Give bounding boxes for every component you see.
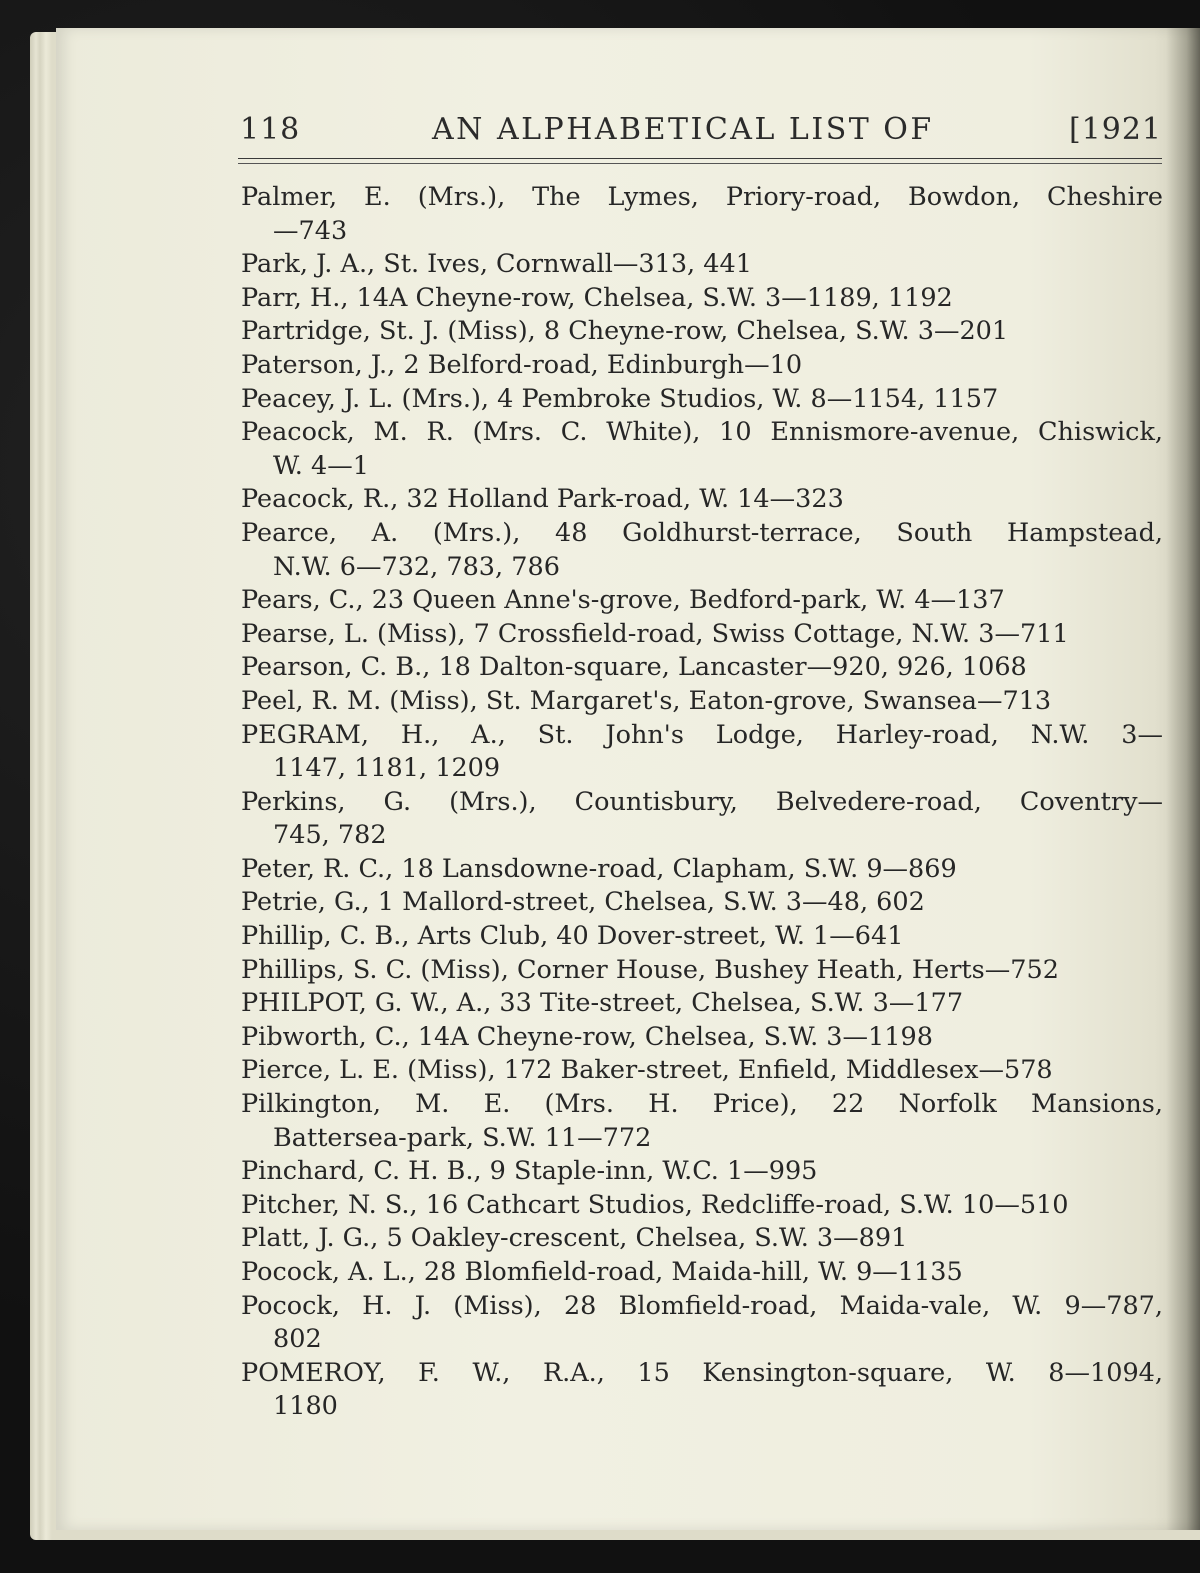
entry-line: Pierce, L. E. (Miss), 172 Baker-street, Enfield, Middlesex—578 bbox=[241, 1055, 1053, 1086]
entry-continuation: 1147, 1181, 1209 bbox=[273, 753, 501, 784]
entry-continuation: W. 4—1 bbox=[273, 450, 369, 481]
entry-continuation: 745, 782 bbox=[273, 820, 387, 851]
entry-continuation: 802 bbox=[273, 1324, 322, 1355]
entry-line: Park, J. A., St. Ives, Cornwall—313, 441 bbox=[241, 249, 752, 280]
entry-continuation: 1180 bbox=[273, 1391, 338, 1422]
directory-entry bbox=[241, 719, 1163, 786]
entry-line: Pilkington, M. E. (Mrs. H. Price), 22 Norfolk Mansions, bbox=[241, 1089, 1163, 1120]
entry-line: Peacock, R., 32 Holland Park-road, W. 14—323 bbox=[241, 484, 844, 515]
directory-entry bbox=[241, 1256, 1163, 1290]
entry-line: Pearson, C. B., 18 Dalton-square, Lancaster—920, 926, 1068 bbox=[241, 652, 1027, 683]
directory-entry bbox=[241, 651, 1163, 685]
entry-continuation: Battersea-park, S.W. 11—772 bbox=[273, 1122, 652, 1153]
entry-line: Petrie, G., 1 Mallord-street, Chelsea, S.W. 3—48, 602 bbox=[241, 887, 925, 918]
directory-entry bbox=[241, 517, 1163, 584]
header-year: [1921 bbox=[1068, 112, 1162, 147]
entry-line: Phillips, S. C. (Miss), Corner House, Bushey Heath, Herts—752 bbox=[241, 954, 1059, 985]
directory-entry bbox=[241, 954, 1163, 988]
directory-entry bbox=[241, 584, 1163, 618]
entry-line: Partridge, St. J. (Miss), 8 Cheyne-row, Chelsea, S.W. 3—201 bbox=[241, 316, 1009, 347]
entry-line: Platt, J. G., 5 Oakley-crescent, Chelsea, S.W. 3—891 bbox=[241, 1223, 908, 1254]
directory-entry bbox=[241, 886, 1163, 920]
entry-line: Peel, R. M. (Miss), St. Margaret's, Eaton-grove, Swansea—713 bbox=[241, 685, 1052, 716]
directory-entry bbox=[241, 483, 1163, 517]
directory-entry bbox=[241, 1290, 1163, 1357]
running-header bbox=[240, 108, 1162, 154]
directory-entry bbox=[241, 1021, 1163, 1055]
directory-entry bbox=[241, 920, 1163, 954]
directory-list bbox=[241, 181, 1163, 1424]
entry-line: Pearce, A. (Mrs.), 48 Goldhurst-terrace, South Hampstead, bbox=[241, 517, 1163, 548]
directory-entry bbox=[241, 1054, 1163, 1088]
entry-line: PEGRAM, H., A., St. John's Lodge, Harley-road, N.W. 3— bbox=[241, 719, 1163, 750]
entry-continuation: —743 bbox=[273, 215, 348, 246]
entry-line: Pears, C., 23 Queen Anne's-grove, Bedford-park, W. 4—137 bbox=[241, 585, 1005, 616]
page-number: 118 bbox=[240, 112, 301, 147]
gutter-shadow bbox=[1166, 28, 1200, 1530]
entry-line: Perkins, G. (Mrs.), Countisbury, Belvedere-road, Coventry— bbox=[241, 786, 1163, 817]
entry-line: Palmer, E. (Mrs.), The Lymes, Priory-road, Bowdon, Cheshire bbox=[241, 182, 1163, 212]
entry-line: Pinchard, C. H. B., 9 Staple-inn, W.C. 1—995 bbox=[241, 1156, 818, 1187]
directory-entry bbox=[241, 987, 1163, 1021]
directory-entry bbox=[241, 618, 1163, 652]
entry-line: POMEROY, F. W., R.A., 15 Kensington-square, W. 8—1094, bbox=[241, 1357, 1163, 1388]
directory-entry bbox=[241, 1088, 1163, 1155]
directory-entry bbox=[241, 349, 1163, 383]
directory-entry bbox=[241, 1189, 1163, 1223]
entry-line: Pitcher, N. S., 16 Cathcart Studios, Redcliffe-road, S.W. 10—510 bbox=[241, 1189, 1069, 1220]
entry-line: Parr, H., 14A Cheyne-row, Chelsea, S.W. 3—1189, 1192 bbox=[241, 282, 953, 313]
entry-line: Pocock, H. J. (Miss), 28 Blomfield-road, Maida-vale, W. 9—787, bbox=[241, 1290, 1163, 1321]
directory-entry bbox=[241, 416, 1163, 483]
directory-entry bbox=[241, 248, 1163, 282]
entry-line: Pearse, L. (Miss), 7 Crossfield-road, Swiss Cottage, N.W. 3—711 bbox=[241, 618, 1069, 649]
entry-line: Pocock, A. L., 28 Blomfield-road, Maida-hill, W. 9—1135 bbox=[241, 1257, 963, 1287]
entry-line: Pibworth, C., 14A Cheyne-row, Chelsea, S.W. 3—1198 bbox=[241, 1021, 933, 1052]
header-rule bbox=[238, 158, 1162, 159]
entry-line: Phillip, C. B., Arts Club, 40 Dover-street, W. 1—641 bbox=[241, 921, 904, 952]
directory-entry bbox=[241, 685, 1163, 719]
header-rule-thin bbox=[238, 163, 1162, 164]
directory-entry bbox=[241, 786, 1163, 853]
entry-line: Paterson, J., 2 Belford-road, Edinburgh—10 bbox=[241, 349, 803, 380]
page-title: AN ALPHABETICAL LIST OF bbox=[432, 112, 934, 147]
directory-entry bbox=[241, 853, 1163, 887]
entry-line: PHILPOT, G. W., A., 33 Tite-street, Chelsea, S.W. 3—177 bbox=[241, 988, 964, 1019]
directory-entry bbox=[241, 1357, 1163, 1424]
directory-entry bbox=[241, 181, 1163, 248]
directory-entry bbox=[241, 383, 1163, 417]
entry-line: Peacock, M. R. (Mrs. C. White), 10 Ennismore-avenue, Chiswick, bbox=[241, 417, 1163, 448]
directory-entry bbox=[241, 315, 1163, 349]
entry-line: Peacey, J. L. (Mrs.), 4 Pembroke Studios, W. 8—1154, 1157 bbox=[241, 383, 999, 414]
entry-continuation: N.W. 6—732, 783, 786 bbox=[273, 551, 560, 582]
directory-entry bbox=[241, 1222, 1163, 1256]
entry-line: Peter, R. C., 18 Lansdowne-road, Clapham, S.W. 9—869 bbox=[241, 853, 957, 884]
directory-entry bbox=[241, 282, 1163, 316]
directory-entry bbox=[241, 1155, 1163, 1189]
